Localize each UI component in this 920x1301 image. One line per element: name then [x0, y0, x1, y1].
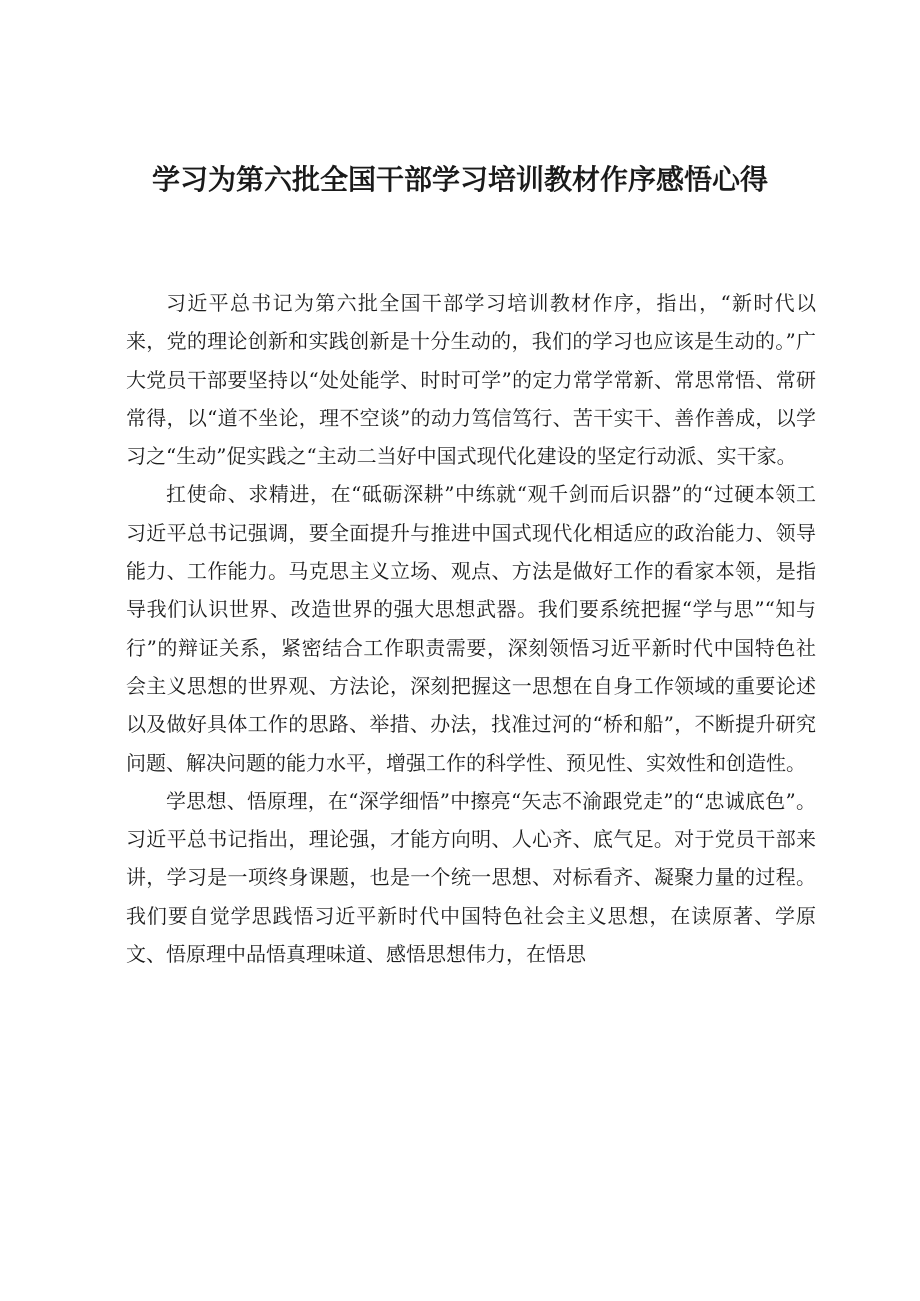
document-body — [126, 284, 816, 973]
document-title: 学习为第六批全国干部学习培训教材作序感悟心得 — [151, 163, 768, 196]
paragraph-2: 扛使命、求精进，在“砥砺深耕”中练就“观千剑而后识器”的“过硬本领工习近平总书记强调，要全面提升与推进中国式现代化相适应的政治能力、领导能力、工作能力。马克思主义立场、观点、方法是做好工作的看家本领，是指导我们认识世界、改造世界的强大思想武器。我们要系统把握“学与思”“知与行”的辩证关系，紧密结合工作职责需要，深刻领悟习近平新时代中国特色社会主义思想的世界观、方法论，深刻把握这一思想在自身工作领域的重要论述以及做好具体工作的思路、举措、办法，找准过河的“桥和船”，不断提升研究问题、解决问题的能力水平，增强工作的科学性、预见性、实效性和创造性。 — [126, 482, 816, 775]
paragraph-1: 习近平总书记为第六批全国干部学习培训教材作序，指出，“新时代以来，党的理论创新和实践创新是十分生动的，我们的学习也应该是生动的。”广大党员干部要坚持以“处处能学、时时可学”的定力常学常新、常思常悟、常研常得，以“道不坐论，理不空谈”的动力笃信笃行、苦干实干、善作善成，以学习之“生动”促实践之“主动二当好中国式现代化建设的坚定行动派、实干家。 — [126, 291, 816, 469]
paragraph-3: 学思想、悟原理，在“深学细悟”中擦亮“矢志不渝跟党走”的“忠诚底色”。习近平总书记指出，理论强，才能方向明、人心齐、底气足。对于党员干部来讲，学习是一项终身课题，也是一个统一思想、对标看齐、凝聚力量的过程。我们要自觉学思践悟习近平新时代中国特色社会主义思想，在读原著、学原文、悟原理中品悟真理味道、感悟思想伟力，在悟思 — [126, 788, 816, 967]
